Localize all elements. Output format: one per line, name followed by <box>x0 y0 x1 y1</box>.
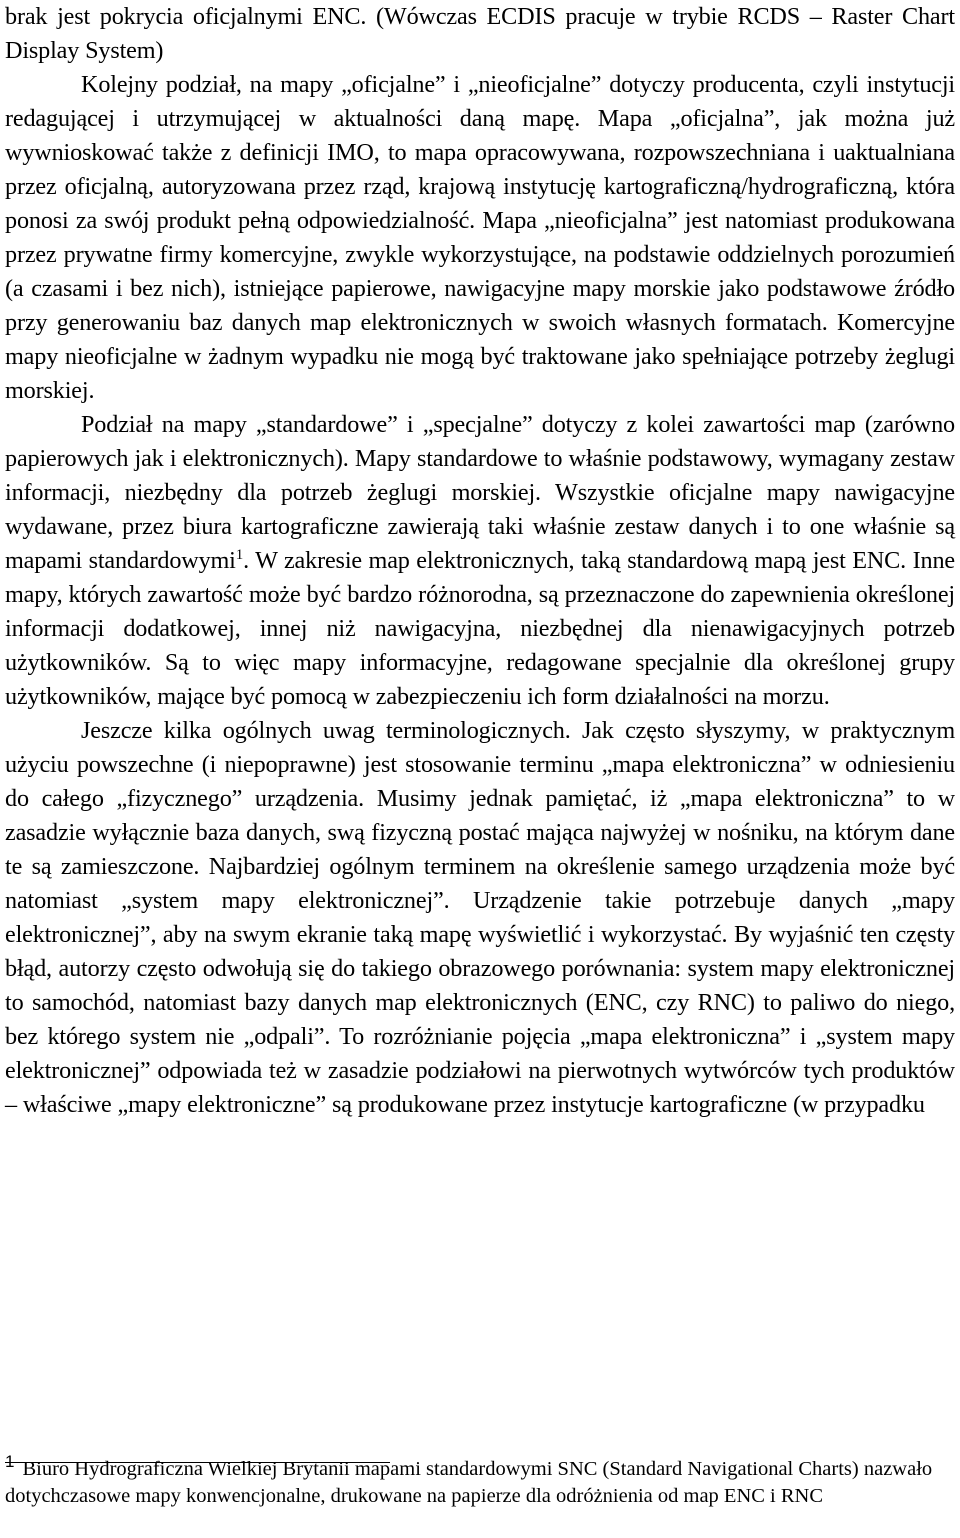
document-body <box>5 0 955 1122</box>
footnote <box>5 1452 945 1510</box>
footnote-marker: 1 <box>5 1452 15 1471</box>
paragraph-text: Jeszcze kilka ogólnych uwag terminologicznych. Jak często słyszymy, w praktycznym użyciu powszechne (i niepoprawne) jest stosowanie terminu „mapa elektroniczna” w odniesieniu do całego „fizycznego” urządzenia. Musimy jednak pamiętać, iż „mapa elektroniczna” to w zasadzie wyłącznie baza danych, swą fizyczną postać mająca najwyżej w nośniku, na którym dane te są zamieszczone. Najbardziej ogólnym terminem na określenie samego urządzenia może być natomiast „system mapy elektronicznej”. Urządzenie takie potrzebuje danych „mapy elektronicznej”, aby na swym ekranie taką mapę wyświetlić i wykorzystać. By wyjaśnić ten częsty błąd, autorzy często odwołują się do takiego obrazowego porównania: system mapy elektronicznej to samochód, natomiast bazy danych map elektronicznych (ENC, czy RNC) to paliwo do niego, bez którego system nie „odpali”. To rozróżnianie pojęcia „mapa elektroniczna” i „system mapy elektronicznej” odpowiada też w zasadzie podziałowi na pierwotnych wytwórców tych produktów – właściwe „mapy elektroniczne” są produkowane przez instytucje kartograficzne (w przypadku <box>5 717 955 1118</box>
paragraph-text: Kolejny podział, na mapy „oficjalne” i „nieoficjalne” dotyczy producenta, czyli instytucji redagującej i utrzymującej w aktualności daną mapę. Mapa „oficjalna”, jak można już wywnioskować także z definicji IMO, to mapa opracowywana, rozpowszechniana i uaktualniana przez oficjalną, autoryzowana przez rząd, krajową instytucję kartograficzną/hydrograficzną, która ponosi za swój produkt pełną odpowiedzialność. Mapa „nieoficjalna” jest natomiast produkowana przez prywatne firmy komercyjne, zwykle wykorzystujące, na podstawie oddzielnych porozumień (a czasami i bez nich), istniejące papierowe, nawigacyjne mapy morskie jako podstawowe źródło przy generowaniu baz danych map elektronicznych w swoich własnych formatach. Komercyjne mapy nieoficjalne w żadnym wypadku nie mogą być traktowane jako spełniające potrzeby żeglugi morskiej. <box>5 71 955 404</box>
paragraph-text: . W zakresie map elektronicznych, taką standardową mapą jest ENC. Inne mapy, których zawartość może być bardzo różnorodna, są przeznaczone do zapewnienia określonej informacji dodatkowej, innej niż nawigacyjna, niezbędnej dla nienawigacyjnych potrzeb użytkowników. Są to więc mapy informacyjne, redagowane specjalnie dla określonej grupy użytkowników, mające być pomocą w zabezpieczeniu ich form działalności na morzu. <box>5 547 956 710</box>
paragraph-standard-charts <box>5 408 955 714</box>
paragraph-continuation <box>5 0 955 68</box>
paragraph-text: brak jest pokrycia oficjalnymi ENC. (Wówczas ECDIS pracuje w trybie RCDS – Raster Chart Display System) <box>5 3 955 64</box>
paragraph-text: Podział na mapy „standardowe” i „specjalne” dotyczy z kolei zawartości map (zarówno papierowych jak i elektronicznych). Mapy standardowe to właśnie podstawowy, wymagany zestaw informacji, niezbędny dla potrzeb żeglugi morskiej. Wszystkie oficjalne mapy nawigacyjne wydawane, przez biura kartograficzne zawierają taki właśnie zestaw danych i to one właśnie są mapami standardowymi <box>5 411 955 574</box>
paragraph-terminology <box>5 714 955 1122</box>
footnote-text: Biuro Hydrograficzna Wielkiej Brytanii mapami standardowymi SNC (Standard Navigational Charts) nazwało dotychczasowe mapy konwencjonalne, drukowane na papierze dla odróżnienia od map ENC i RNC <box>5 1458 933 1507</box>
footnote-reference[interactable]: 1 <box>235 547 244 563</box>
paragraph-official-charts <box>5 68 955 408</box>
